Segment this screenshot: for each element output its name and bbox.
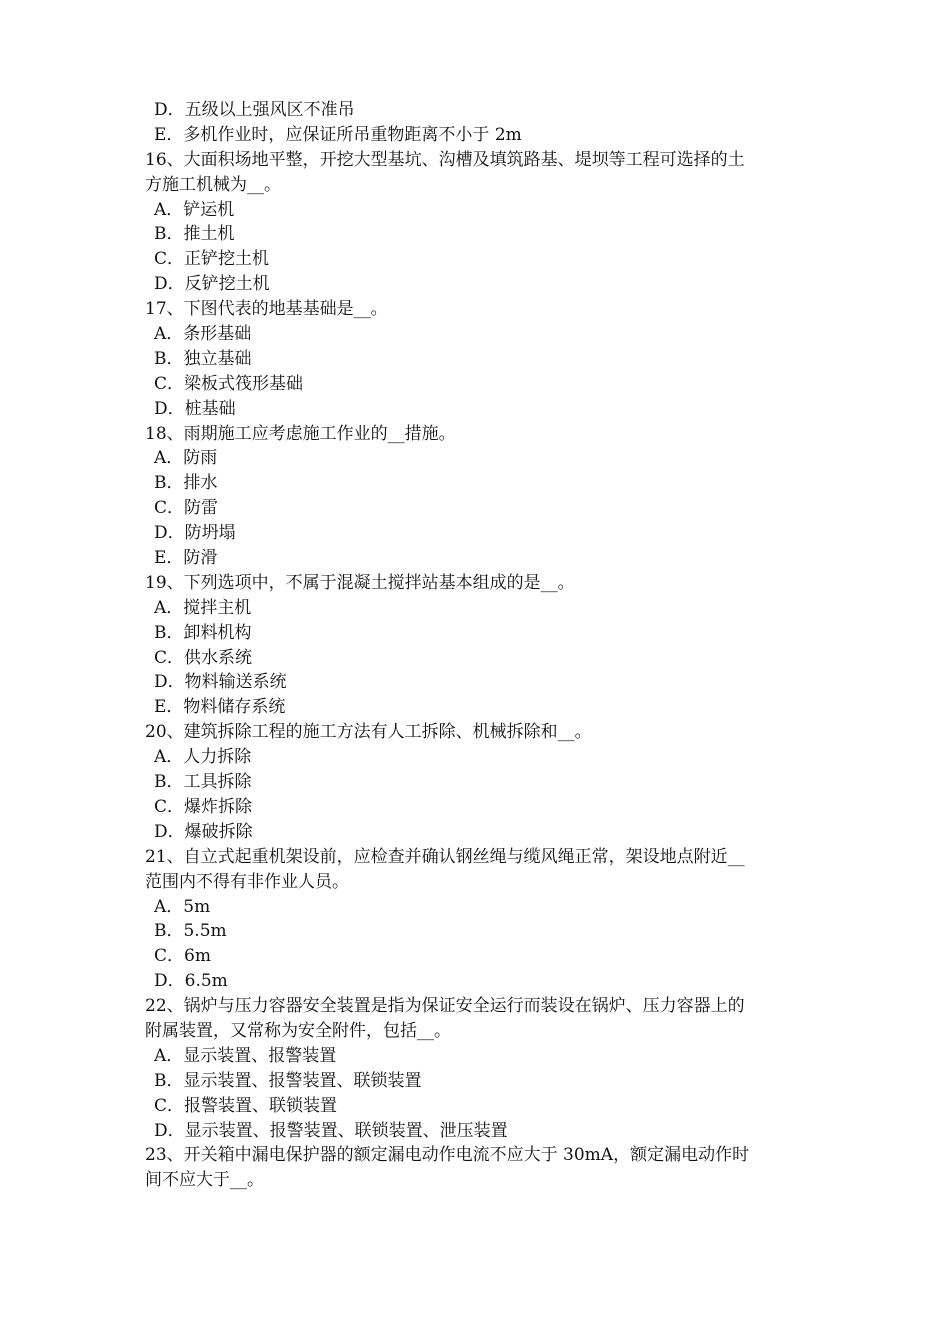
answer-option: D．桩基础: [154, 398, 236, 419]
answer-option: A．5m: [154, 896, 211, 917]
answer-option: E．物料储存系统: [154, 697, 286, 718]
answer-option: A．人力拆除: [154, 747, 252, 768]
answer-option: B．5.5m: [154, 921, 227, 942]
answer-option: D．6.5m: [154, 971, 228, 992]
document-page: [145, 98, 820, 1193]
answer-option: A．铲运机: [154, 199, 235, 220]
answer-option: A．显示装置、报警装置: [154, 1045, 337, 1066]
question-text: 16、大面积场地平整，开挖大型基坑、沟槽及填筑路基、堤坝等工程可选择的土: [145, 149, 745, 170]
answer-option: C．正铲挖土机: [154, 249, 270, 270]
answer-option: C．防雷: [154, 498, 219, 519]
answer-option: D．五级以上强风区不准吊: [154, 100, 355, 120]
question-text: 19、下列选项中，不属于混凝土搅拌站基本组成的是__。: [145, 572, 575, 593]
question-text: 附属装置，又常称为安全附件，包括__。: [145, 1020, 451, 1041]
answer-option: C．供水系统: [154, 647, 253, 668]
question-text: 17、下图代表的地基基础是__。: [145, 299, 388, 320]
answer-option: E．多机作业时，应保证所吊重物距离不小于 2m: [154, 124, 522, 145]
answer-option: C．报警装置、联锁装置: [154, 1095, 338, 1116]
answer-option: B．工具拆除: [154, 772, 252, 793]
answer-option: E．防滑: [154, 548, 218, 569]
question-text: 22、锅炉与压力容器安全装置是指为保证安全运行而装设在锅炉、压力容器上的: [145, 996, 745, 1017]
answer-option: C．爆炸拆除: [154, 796, 253, 817]
answer-option: B．排水: [154, 473, 218, 494]
question-text: 18、雨期施工应考虑施工作业的__措施。: [145, 423, 456, 444]
question-text: 21、自立式起重机架设前，应检查并确认钢丝绳与缆风绳正常，架设地点附近__: [145, 846, 745, 867]
answer-option: B．显示装置、报警装置、联锁装置: [154, 1070, 422, 1091]
answer-option: D．防坍塌: [154, 523, 236, 544]
answer-option: C．6m: [154, 946, 211, 967]
answer-option: A．条形基础: [154, 324, 252, 345]
question-text: 23、开关箱中漏电保护器的额定漏电动作电流不应大于 30mA，额定漏电动作时: [145, 1145, 750, 1166]
answer-option: A．搅拌主机: [154, 597, 252, 618]
answer-option: B．推土机: [154, 224, 235, 245]
answer-option: B．独立基础: [154, 348, 252, 369]
answer-option: D．显示装置、报警装置、联锁装置、泄压装置: [154, 1120, 508, 1141]
answer-option: D．爆破拆除: [154, 821, 253, 842]
question-text: 间不应大于__。: [145, 1170, 264, 1191]
question-text: 范围内不得有非作业人员。: [145, 871, 349, 892]
answer-option: D．物料输送系统: [154, 672, 287, 693]
question-text: 20、建筑拆除工程的施工方法有人工拆除、机械拆除和__。: [145, 722, 592, 743]
answer-option: D．反铲挖土机: [154, 274, 270, 295]
answer-option: C．梁板式筏形基础: [154, 373, 304, 394]
answer-option: A．防雨: [154, 448, 218, 469]
question-text: 方施工机械为__。: [145, 174, 281, 195]
answer-option: B．卸料机构: [154, 622, 252, 643]
